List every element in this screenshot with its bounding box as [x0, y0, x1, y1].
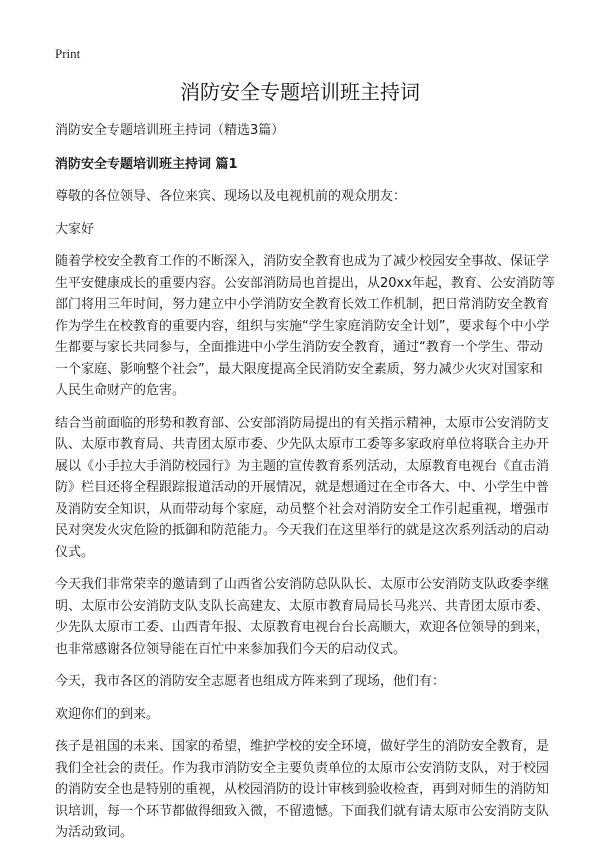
paragraph-greeting: 尊敬的各位领导、各位来宾、现场以及电视机前的观众朋友：: [55, 189, 407, 204]
paragraph-hello: 大家好: [55, 221, 95, 237]
paragraph-welcome: 欢迎你们的到来。: [55, 706, 160, 722]
paragraph-activity: 结合当前面临的形势和教育部、公安部消防局提出的有关指示精神，太原市公安消防支队、太原市教育局、共青团太原市委、少先队太原市工委等多家政府单位将联合主办开展以《小手拉大手消防校园行》为主题的宣传教育系列活动，太原教育电视台《直击消防》栏目还将全程跟踪报道活动的开展情况，就是想通过在全市各大、中、小学生中普及消防安全知识，从而带动每个家庭，动员整个社会对消防安全工作引起重视，增强市民对突发火灾危险的抵御和防范能力。今天我们在这里举行的就是这次系列活动的启动仪式。: [55, 415, 550, 560]
article-body: [55, 120, 555, 855]
article-subtitle: 消防安全专题培训班主持词（精选3篇）: [55, 123, 285, 138]
print-link[interactable]: Print: [55, 46, 81, 61]
paragraph-background: 随着学校安全教育工作的不断深入，消防安全教育也成为了减少校园安全事故、保证学生平安健康成长的重要内容。公安部消防局也首提出，从20xx年起，教育、公安消防等部门将用三年时间，努力建立中小学消防安全教育长效工作机制，把日常消防安全教育作为学生在校教育的重要内容，组织与实施“学生家庭消防安全计划”，要求每个中小学生都要与家长共同参与，全面推进中小学生消防安全教育，通过“教育一个学生、带动一个家庭、影响整个社会”，最大限度提高全民消防安全素质，努力减少火灾对国家和人民生命财产的危害。: [55, 254, 555, 398]
section-heading: 消防安全专题培训班主持词 篇1: [55, 156, 238, 172]
paragraph-volunteers: 今天，我市各区的消防安全志愿者也组成方阵来到了现场，他们有：: [55, 674, 446, 689]
page-title: 消防安全专题培训班主持词: [180, 80, 420, 104]
paragraph-closing: 孩子是祖国的未来、国家的希望，维护学校的安全环境，做好学生的消防安全教育，是我们全社会的责任。作为我市消防安全主要负责单位的太原市公安消防支队，对于校园的消防安全也是特别的重视，从校园消防的设计审核到验收检查，再到对师生的消防知识培训，每一个环节都做得细致入微，不留遗憾。下面我们就有请太原市公安消防支队为活动致词。: [55, 739, 550, 840]
paragraph-guests: 今天我们非常荣幸的邀请到了山西省公安消防总队队长、太原市公安消防支队政委李继明、太原市公安消防支队支队长高建友、太原市教育局局长马兆兴、共青团太原市委、少先队太原市工委、山西青年报、太原教育电视台台长高顺大，欢迎各位领导的到来，也非常感谢各位领导能在百忙中来参加我们今天的启动仪式。: [55, 577, 550, 657]
